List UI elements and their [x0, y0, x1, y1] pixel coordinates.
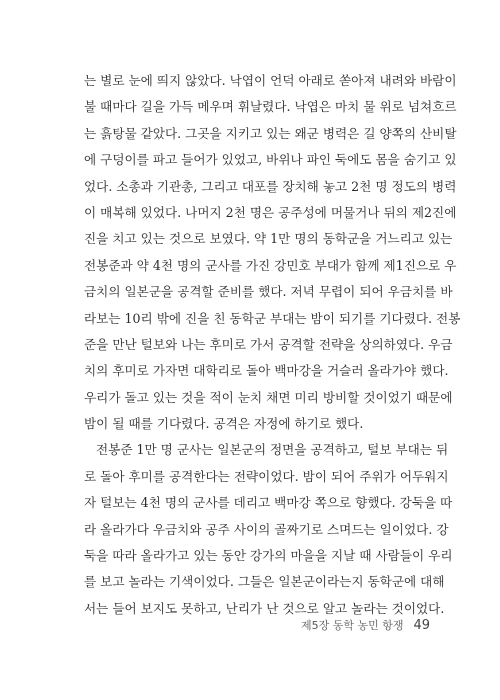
- chapter-title: 제5장 동학 농민 항쟁: [300, 619, 404, 632]
- text-line: 전봉준 1만 명 군사는 일본군의 정면을 공격하고, 털보 부대는 뒤: [96, 442, 449, 458]
- page-footer: [250, 617, 430, 637]
- text-line: 라 올라가다 우금치와 공주 사이의 골짜기로 스며드는 일이었다. 강: [84, 521, 449, 537]
- text-line: 밤이 될 때를 기다렸다. 공격은 자정에 하기로 했다.: [84, 416, 364, 432]
- text-line: 치의 후미로 가자면 대학리로 돌아 백마강을 거슬러 올라가야 했다.: [84, 363, 449, 379]
- text-line: 는 흙탕물 같았다. 그곳을 지키고 있는 왜군 병력은 길 양쪽의 산비탈: [84, 125, 457, 141]
- text-line: 었다. 소총과 기관총, 그리고 대포를 장치해 놓고 2천 명 정도의 병력: [84, 178, 457, 194]
- text-line: 에 구덩이를 파고 들어가 있었고, 바위나 파인 둑에도 몸을 숨기고 있: [84, 152, 457, 168]
- page-number: 49: [413, 618, 430, 633]
- text-line: 이 매복해 있었다. 나머지 2천 명은 공주성에 머물거나 뒤의 제2진에: [84, 204, 457, 220]
- text-line: 서는 들어 보지도 못하고, 난리가 난 것으로 알고 놀라는 것이었다.: [84, 600, 445, 616]
- text-line: 준을 만난 털보와 나는 후미로 가서 공격할 전략을 상의하였다. 우금: [84, 336, 453, 352]
- text-line: 금치의 일본군을 공격할 준비를 했다. 저녁 무렵이 되어 우금치를 바: [84, 284, 453, 300]
- text-line: 는 별로 눈에 띄지 않았다. 낙엽이 언덕 아래로 쏟아져 내려와 바람이: [84, 73, 457, 88]
- text-line: 우리가 돌고 있는 것을 적이 눈치 채면 미리 방비할 것이었기 때문에: [84, 389, 453, 405]
- text-line: 를 보고 놀라는 기색이었다. 그들은 일본군이라는지 동학군에 대해: [84, 574, 445, 590]
- text-line: 전봉준과 약 4천 명의 군사를 가진 강민호 부대가 함께 제1진으로 우: [84, 257, 457, 273]
- text-line: 자 털보는 4천 명의 군사를 데리고 백마강 쪽으로 향했다. 강둑을 따: [84, 495, 453, 511]
- text-line: 불 때마다 길을 가득 메우며 휘날렸다. 낙엽은 마치 물 위로 넘쳐흐르: [84, 99, 457, 115]
- body-text: [84, 68, 461, 622]
- text-line: 로 돌아 후미를 공격한다는 전략이었다. 밤이 되어 주위가 어두워지: [84, 468, 449, 484]
- text-line: 진을 치고 있는 것으로 보였다. 약 1만 명의 동학군을 거느리고 있는: [84, 231, 453, 247]
- text-line: 둑을 따라 올라가고 있는 동안 강가의 마을을 지날 때 사람들이 우리: [84, 548, 453, 564]
- text-line: 라보는 10리 밖에 진을 친 동학군 부대는 밤이 되기를 기다렸다. 전봉: [84, 310, 461, 326]
